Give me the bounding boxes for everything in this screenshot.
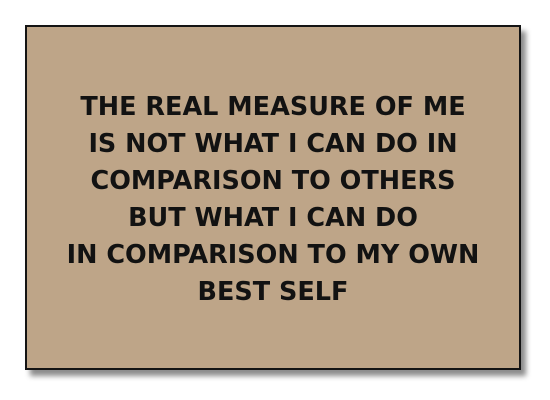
quote-line-3: COMPARISON TO OTHERS	[90, 166, 456, 196]
quote-line-6: BEST SELF	[197, 277, 349, 307]
quote-line-1: THE REAL MEASURE OF ME	[80, 92, 466, 122]
quote-line-2: IS NOT WHAT I CAN DO IN	[88, 129, 458, 159]
quote-line-5: IN COMPARISON TO MY OWN	[66, 240, 480, 270]
quote-line-4: BUT WHAT I CAN DO	[128, 203, 418, 233]
quote-sign	[25, 25, 521, 370]
quote-text	[27, 89, 519, 311]
